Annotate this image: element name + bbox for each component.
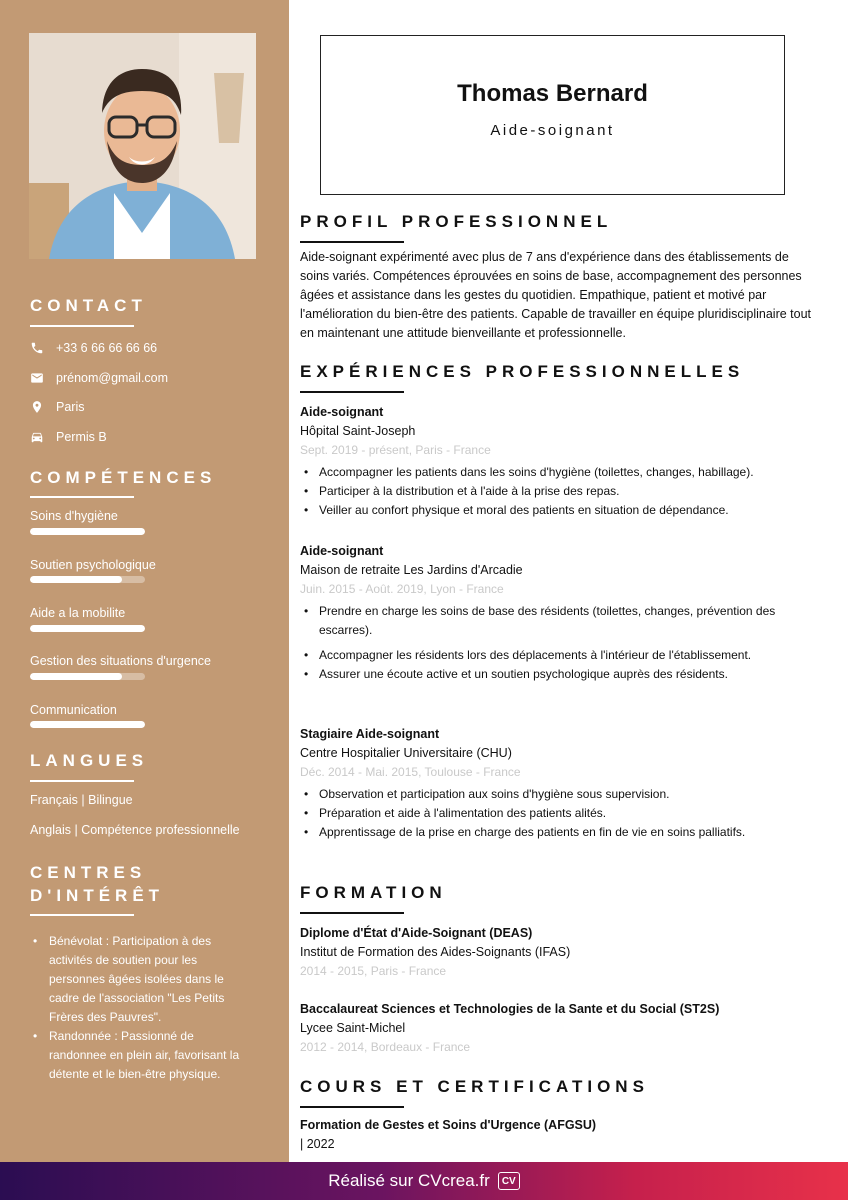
job-title: Aide-soignant — [300, 544, 384, 558]
skill-bar-fill — [30, 673, 122, 680]
interest-item: • Bénévolat : Participation à des activités de soutien pour les personnes âgées isolées dans le cadre de l'association "Les Petits Frères des Pauvres". — [30, 932, 245, 1027]
bullet-item: • Préparation et aide à l'alimentation des patients alités. — [300, 804, 810, 823]
education-heading: FORMATION — [300, 883, 447, 902]
skill-label: Gestion des situations d'urgence — [30, 654, 211, 668]
experience-entry — [300, 725, 810, 782]
certifications-heading: COURS ET CERTIFICATIONS — [300, 1077, 649, 1096]
bullet-item: • Veiller au confort physique et moral des patients en situation de dépendance. — [300, 501, 810, 520]
skill-label: Aide a la mobilite — [30, 606, 126, 620]
job-employer: Centre Hospitalier Universitaire (CHU) — [300, 746, 512, 760]
location-pin-icon — [30, 400, 44, 414]
bullet-item: • Accompagner les patients dans les soins d'hygiène (toilettes, changes, habillage). — [300, 463, 810, 482]
experience-rule — [300, 391, 404, 393]
language-item: Anglais | Compétence professionnelle — [30, 823, 240, 837]
bullet-item: • Prendre en charge les soins de base des résidents (toilettes, changes, prévention des escarres). — [300, 602, 810, 640]
skill-bar-fill — [30, 625, 145, 632]
degree-title: Diplome d'État d'Aide-Soignant (DEAS) — [300, 926, 533, 940]
job-bullets — [300, 785, 810, 842]
experience-entry — [300, 403, 810, 460]
contact-heading: CONTACT — [30, 296, 147, 315]
experience-entry — [300, 542, 810, 599]
bullet-item: • Observation et participation aux soins d'hygiène sous supervision. — [300, 785, 810, 804]
contact-email — [30, 368, 168, 388]
bullet-item: • Apprentissage de la prise en charge des patients en fin de vie en soins palliatifs. — [300, 823, 810, 842]
language-item: Français | Bilingue — [30, 793, 133, 807]
languages-heading: LANGUES — [30, 751, 149, 770]
education-entry — [300, 1000, 810, 1057]
interests-heading-line2: D'INTÉRÊT — [30, 886, 165, 905]
education-dates: 2012 - 2014, Bordeaux - France — [300, 1040, 471, 1054]
job-dates: Déc. 2014 - Mai. 2015, Toulouse - France — [300, 765, 521, 779]
phone-text: +33 6 66 66 66 66 — [56, 341, 158, 355]
license-text: Permis B — [56, 430, 107, 444]
footer-banner[interactable] — [0, 1162, 848, 1200]
bullet-item: • Assurer une écoute active et un soutien psychologique auprès des résidents. — [300, 665, 810, 684]
city-text: Paris — [56, 400, 85, 414]
contact-phone — [30, 338, 157, 358]
certifications-rule — [300, 1106, 404, 1108]
car-icon — [30, 430, 44, 444]
profile-heading: PROFIL PROFESSIONNEL — [300, 212, 613, 231]
skill-bar-fill — [30, 528, 145, 535]
skill-bar-fill — [30, 576, 122, 583]
skills-rule — [30, 496, 134, 498]
certification-entry — [300, 1116, 810, 1154]
contact-rule — [30, 325, 134, 327]
cv-logo-icon: CV — [498, 1172, 520, 1190]
skill-bar — [30, 528, 145, 535]
job-title: Aide-soignant — [300, 405, 384, 419]
education-rule — [300, 912, 404, 914]
degree-title: Baccalaureat Sciences et Technologies de la Sante et du Social (ST2S) — [300, 1002, 720, 1016]
job-employer: Maison de retraite Les Jardins d'Arcadie — [300, 563, 523, 577]
profile-photo-illustration — [29, 33, 256, 259]
mail-icon — [30, 371, 44, 385]
interests-list — [30, 932, 245, 1084]
contact-license — [30, 427, 107, 447]
job-employer: Hôpital Saint-Joseph — [300, 424, 416, 438]
experience-heading: EXPÉRIENCES PROFESSIONNELLES — [300, 362, 745, 381]
school-name: Lycee Saint-Michel — [300, 1021, 406, 1035]
skill-label: Soutien psychologique — [30, 558, 156, 572]
skill-bar — [30, 673, 145, 680]
languages-rule — [30, 780, 134, 782]
job-bullets — [300, 463, 810, 520]
interests-rule — [30, 914, 134, 916]
contact-city — [30, 397, 84, 417]
profile-photo — [29, 33, 256, 259]
bullet-item: • Participer à la distribution et à l'aide à la prise des repas. — [300, 482, 810, 501]
job-dates: Sept. 2019 - présent, Paris - France — [300, 443, 491, 457]
interests-heading-line1: CENTRES — [30, 863, 147, 882]
skills-heading: COMPÉTENCES — [30, 468, 217, 487]
skill-bar — [30, 721, 145, 728]
profile-rule — [300, 241, 404, 243]
candidate-name: Thomas Bernard — [457, 80, 648, 107]
certification-title: Formation de Gestes et Soins d'Urgence (AFGSU) — [300, 1118, 597, 1132]
bullet-item: • Accompagner les résidents lors des déplacements à l'intérieur de l'établissement. — [300, 646, 810, 665]
job-bullets — [300, 602, 810, 684]
candidate-role: Aide-soignant — [490, 122, 615, 139]
skill-label: Soins d'hygiène — [30, 509, 118, 523]
skill-label: Communication — [30, 703, 117, 717]
name-box — [320, 35, 785, 195]
skill-bar — [30, 625, 145, 632]
sidebar — [0, 0, 289, 1162]
education-dates: 2014 - 2015, Paris - France — [300, 964, 447, 978]
skill-bar-fill — [30, 721, 145, 728]
email-text: prénom@gmail.com — [56, 371, 169, 385]
footer-text[interactable]: Réalisé sur CVcrea.fr — [328, 1171, 490, 1190]
job-dates: Juin. 2015 - Août. 2019, Lyon - France — [300, 582, 504, 596]
certification-year: | 2022 — [300, 1137, 335, 1151]
phone-icon — [30, 341, 44, 355]
interest-item: • Randonnée : Passionné de randonnee en plein air, favorisant la détente et le bien-être physique. — [30, 1027, 245, 1084]
profile-text: Aide-soignant expérimenté avec plus de 7 ans d'expérience dans des établissements de soins variés. Compétences éprouvées en soins de base, accompagnement des personnes âgées et assistance dans les gestes du quotidien. Empathique, patient et motivé par l'amélioration du bien-être des patients. Capable de travailler en équipe pluridisciplinaire tout en maintenant une attitude bienveillante et professionnelle. — [300, 250, 812, 340]
school-name: Institut de Formation des Aides-Soignants (IFAS) — [300, 945, 571, 959]
education-entry — [300, 924, 810, 981]
job-title: Stagiaire Aide-soignant — [300, 727, 440, 741]
skill-bar — [30, 576, 145, 583]
